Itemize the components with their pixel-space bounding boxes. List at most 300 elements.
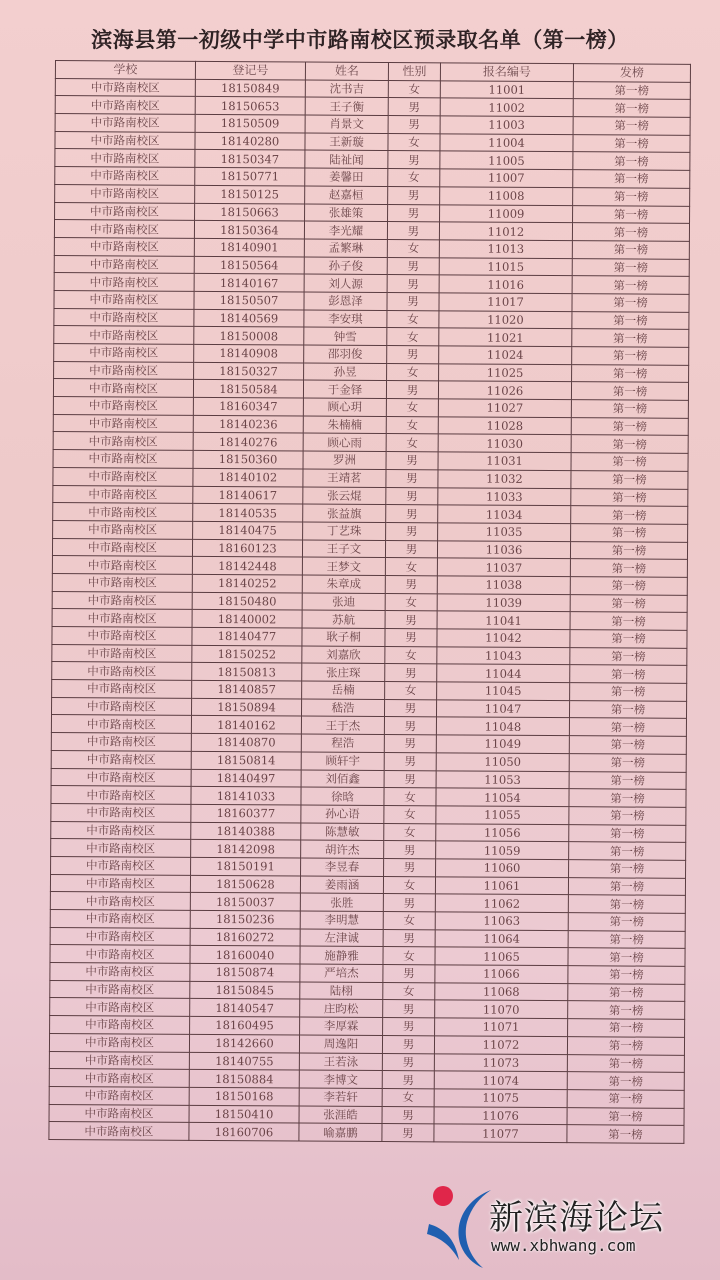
cell-school: 中市路南校区 bbox=[53, 414, 193, 433]
cell-name: 苏航 bbox=[302, 610, 385, 628]
cell-application-number: 11032 bbox=[438, 470, 571, 488]
cell-list-round: 第一榜 bbox=[567, 1107, 684, 1125]
cell-application-number: 11038 bbox=[437, 576, 570, 594]
cell-school: 中市路南校区 bbox=[54, 237, 194, 256]
cell-list-round: 第一榜 bbox=[568, 966, 685, 984]
cell-list-round: 第一榜 bbox=[569, 842, 686, 860]
cell-list-round: 第一榜 bbox=[570, 647, 687, 665]
cell-application-number: 11013 bbox=[439, 240, 572, 258]
cell-gender: 女 bbox=[386, 434, 438, 452]
cell-application-number: 11030 bbox=[438, 434, 571, 452]
cell-school: 中市路南校区 bbox=[53, 397, 193, 416]
cell-registration-number: 18140252 bbox=[192, 574, 302, 592]
watermark-logo bbox=[425, 1180, 715, 1270]
cell-name: 顾心雨 bbox=[303, 433, 386, 451]
cell-school: 中市路南校区 bbox=[51, 803, 191, 822]
cell-list-round: 第一榜 bbox=[569, 860, 686, 878]
cell-name: 张庄琛 bbox=[302, 663, 385, 681]
cell-name: 张雄策 bbox=[305, 204, 388, 222]
cell-gender: 女 bbox=[385, 646, 437, 664]
cell-school: 中市路南校区 bbox=[50, 874, 190, 893]
column-header-name: 姓名 bbox=[305, 62, 388, 80]
cell-school: 中市路南校区 bbox=[50, 909, 190, 928]
cell-registration-number: 18150509 bbox=[195, 114, 305, 132]
cell-list-round: 第一榜 bbox=[572, 329, 689, 347]
cell-application-number: 11037 bbox=[437, 558, 570, 576]
cell-school: 中市路南校区 bbox=[55, 78, 195, 97]
cell-application-number: 11066 bbox=[435, 965, 568, 983]
cell-application-number: 11034 bbox=[438, 505, 571, 523]
cell-school: 中市路南校区 bbox=[51, 750, 191, 769]
cell-name: 朱楠楠 bbox=[303, 416, 386, 434]
cell-gender: 女 bbox=[388, 169, 440, 187]
cell-gender: 女 bbox=[385, 682, 437, 700]
cell-registration-number: 18150894 bbox=[191, 698, 301, 716]
cell-gender: 男 bbox=[385, 611, 437, 629]
cell-name: 王梦文 bbox=[302, 557, 385, 575]
cell-list-round: 第一榜 bbox=[573, 81, 690, 99]
cell-list-round: 第一榜 bbox=[573, 205, 690, 223]
cell-school: 中市路南校区 bbox=[54, 343, 194, 362]
cell-list-round: 第一榜 bbox=[571, 524, 688, 542]
cell-registration-number: 18150564 bbox=[194, 256, 304, 274]
cell-name: 顾心玥 bbox=[303, 398, 386, 416]
cell-list-round: 第一榜 bbox=[569, 753, 686, 771]
cell-registration-number: 18160040 bbox=[190, 946, 300, 964]
cell-school: 中市路南校区 bbox=[51, 856, 191, 875]
cell-list-round: 第一榜 bbox=[568, 1019, 685, 1037]
cell-gender: 女 bbox=[384, 805, 436, 823]
cell-registration-number: 18140535 bbox=[193, 504, 303, 522]
cell-registration-number: 18150628 bbox=[190, 875, 300, 893]
cell-registration-number: 18160272 bbox=[190, 928, 300, 946]
cell-gender: 女 bbox=[388, 133, 440, 151]
cell-name: 王子衡 bbox=[305, 97, 388, 115]
cell-gender: 男 bbox=[388, 186, 440, 204]
cell-list-round: 第一榜 bbox=[567, 1125, 684, 1143]
cell-gender: 女 bbox=[387, 310, 439, 328]
cell-list-round: 第一榜 bbox=[570, 630, 687, 648]
cell-name: 李安琪 bbox=[304, 310, 387, 328]
cell-name: 张云焜 bbox=[303, 487, 386, 505]
cell-registration-number: 18150845 bbox=[190, 981, 300, 999]
cell-list-round: 第一榜 bbox=[570, 594, 687, 612]
cell-name: 钟雪 bbox=[304, 327, 387, 345]
cell-school: 中市路南校区 bbox=[50, 980, 190, 999]
cell-name: 李明慧 bbox=[300, 911, 383, 929]
cell-application-number: 11007 bbox=[440, 169, 573, 187]
cell-name: 彭恩泽 bbox=[304, 292, 387, 310]
cell-gender: 女 bbox=[386, 399, 438, 417]
cell-list-round: 第一榜 bbox=[573, 170, 690, 188]
cell-name: 李昱春 bbox=[301, 858, 384, 876]
cell-gender: 男 bbox=[388, 151, 440, 169]
cell-list-round: 第一榜 bbox=[571, 417, 688, 435]
cell-school: 中市路南校区 bbox=[50, 1016, 190, 1035]
cell-gender: 男 bbox=[383, 1000, 435, 1018]
cell-name: 李光耀 bbox=[304, 221, 387, 239]
cell-application-number: 11042 bbox=[437, 629, 570, 647]
cell-application-number: 11070 bbox=[435, 1000, 568, 1018]
cell-registration-number: 18160706 bbox=[189, 1123, 299, 1141]
cell-list-round: 第一榜 bbox=[573, 99, 690, 117]
cell-application-number: 11061 bbox=[435, 876, 568, 894]
cell-list-round: 第一榜 bbox=[568, 948, 685, 966]
cell-application-number: 11065 bbox=[435, 947, 568, 965]
cell-application-number: 11076 bbox=[434, 1106, 567, 1124]
cell-gender: 男 bbox=[388, 98, 440, 116]
cell-gender: 男 bbox=[387, 346, 439, 364]
cell-name: 沈书吉 bbox=[305, 80, 388, 98]
cell-name: 庄昀松 bbox=[300, 999, 383, 1017]
cell-gender: 女 bbox=[383, 947, 435, 965]
cell-school: 中市路南校区 bbox=[51, 733, 191, 752]
cell-school: 中市路南校区 bbox=[54, 326, 194, 345]
cell-application-number: 11008 bbox=[440, 187, 573, 205]
cell-gender: 男 bbox=[386, 487, 438, 505]
cell-registration-number: 18150347 bbox=[195, 150, 305, 168]
column-header-gender: 性别 bbox=[388, 63, 440, 81]
cell-gender: 男 bbox=[383, 929, 435, 947]
cell-name: 陈慧敏 bbox=[301, 823, 384, 841]
cell-registration-number: 18150236 bbox=[190, 910, 300, 928]
cell-registration-number: 18160377 bbox=[191, 804, 301, 822]
cell-list-round: 第一榜 bbox=[568, 983, 685, 1001]
cell-name: 张迪 bbox=[302, 593, 385, 611]
cell-list-round: 第一榜 bbox=[571, 470, 688, 488]
cell-school: 中市路南校区 bbox=[51, 768, 191, 787]
cell-list-round: 第一榜 bbox=[570, 541, 687, 559]
cell-application-number: 11012 bbox=[439, 222, 572, 240]
cell-application-number: 11039 bbox=[437, 593, 570, 611]
cell-school: 中市路南校区 bbox=[49, 1051, 189, 1070]
cell-application-number: 11075 bbox=[434, 1089, 567, 1107]
cell-gender: 女 bbox=[383, 876, 435, 894]
cell-registration-number: 18150410 bbox=[189, 1105, 299, 1123]
cell-name: 周逸阳 bbox=[299, 1035, 382, 1053]
cell-registration-number: 18150814 bbox=[191, 751, 301, 769]
cell-registration-number: 18140547 bbox=[190, 999, 300, 1017]
cell-application-number: 11073 bbox=[434, 1053, 567, 1071]
cell-name: 陆祉闻 bbox=[305, 150, 388, 168]
cell-application-number: 11043 bbox=[437, 647, 570, 665]
column-header-list-round: 发榜 bbox=[573, 64, 690, 82]
cell-school: 中市路南校区 bbox=[54, 290, 194, 309]
cell-name: 胡许杰 bbox=[301, 840, 384, 858]
cell-gender: 男 bbox=[385, 575, 437, 593]
cell-name: 耿子桐 bbox=[302, 628, 385, 646]
cell-gender: 男 bbox=[386, 522, 438, 540]
cell-gender: 女 bbox=[384, 788, 436, 806]
cell-application-number: 11004 bbox=[440, 134, 573, 152]
cell-name: 左津诚 bbox=[300, 929, 383, 947]
cell-school: 中市路南校区 bbox=[49, 1086, 189, 1105]
cell-list-round: 第一榜 bbox=[572, 311, 689, 329]
cell-school: 中市路南校区 bbox=[53, 503, 193, 522]
column-header-registration-number: 登记号 bbox=[195, 61, 305, 79]
cell-name: 王子文 bbox=[302, 540, 385, 558]
cell-name: 刘人源 bbox=[304, 274, 387, 292]
cell-school: 中市路南校区 bbox=[53, 432, 193, 451]
cell-list-round: 第一榜 bbox=[570, 665, 687, 683]
cell-gender: 男 bbox=[382, 1035, 434, 1053]
cell-application-number: 11048 bbox=[436, 717, 569, 735]
cell-school: 中市路南校区 bbox=[49, 1122, 189, 1141]
cell-gender: 女 bbox=[383, 982, 435, 1000]
cell-gender: 男 bbox=[382, 1053, 434, 1071]
cell-gender: 男 bbox=[388, 204, 440, 222]
cell-name: 张胜 bbox=[300, 893, 383, 911]
cell-school: 中市路南校区 bbox=[54, 220, 194, 239]
cell-list-round: 第一榜 bbox=[570, 683, 687, 701]
cell-list-round: 第一榜 bbox=[569, 824, 686, 842]
cell-registration-number: 18150327 bbox=[194, 362, 304, 380]
cell-list-round: 第一榜 bbox=[573, 152, 690, 170]
cell-list-round: 第一榜 bbox=[569, 718, 686, 736]
cell-list-round: 第一榜 bbox=[572, 276, 689, 294]
cell-name: 陆栩 bbox=[300, 982, 383, 1000]
cell-school: 中市路南校区 bbox=[55, 114, 195, 133]
cell-list-round: 第一榜 bbox=[573, 187, 690, 205]
cell-school: 中市路南校区 bbox=[52, 538, 192, 557]
cell-application-number: 11050 bbox=[436, 753, 569, 771]
cell-registration-number: 18150771 bbox=[195, 167, 305, 185]
cell-registration-number: 18150168 bbox=[189, 1087, 299, 1105]
cell-gender: 女 bbox=[387, 239, 439, 257]
cell-gender: 女 bbox=[387, 363, 439, 381]
cell-gender: 男 bbox=[382, 1071, 434, 1089]
cell-school: 中市路南校区 bbox=[49, 1033, 189, 1052]
cell-application-number: 11068 bbox=[435, 983, 568, 1001]
cell-list-round: 第一榜 bbox=[570, 559, 687, 577]
cell-school: 中市路南校区 bbox=[54, 308, 194, 327]
cell-school: 中市路南校区 bbox=[52, 644, 192, 663]
cell-application-number: 11021 bbox=[439, 328, 572, 346]
cell-registration-number: 18150037 bbox=[190, 893, 300, 911]
cell-gender: 男 bbox=[384, 735, 436, 753]
cell-application-number: 11026 bbox=[438, 381, 571, 399]
cell-school: 中市路南校区 bbox=[52, 591, 192, 610]
cell-gender: 男 bbox=[384, 841, 436, 859]
cell-school: 中市路南校区 bbox=[52, 662, 192, 681]
cell-registration-number: 18141033 bbox=[191, 787, 301, 805]
cell-name: 王新璇 bbox=[305, 133, 388, 151]
xbh-logo-icon bbox=[425, 1180, 495, 1270]
cell-list-round: 第一榜 bbox=[571, 506, 688, 524]
cell-list-round: 第一榜 bbox=[571, 488, 688, 506]
cell-application-number: 11027 bbox=[438, 399, 571, 417]
cell-registration-number: 18140162 bbox=[191, 716, 301, 734]
cell-application-number: 11062 bbox=[435, 894, 568, 912]
cell-registration-number: 18150584 bbox=[193, 380, 303, 398]
cell-list-round: 第一榜 bbox=[572, 347, 689, 365]
cell-school: 中市路南校区 bbox=[50, 892, 190, 911]
cell-application-number: 11059 bbox=[436, 841, 569, 859]
cell-name: 张益旗 bbox=[303, 504, 386, 522]
cell-name: 严培杰 bbox=[300, 964, 383, 982]
cell-list-round: 第一榜 bbox=[568, 895, 685, 913]
cell-name: 姜雨涵 bbox=[300, 876, 383, 894]
cell-registration-number: 18150360 bbox=[193, 450, 303, 468]
cell-school: 中市路南校区 bbox=[51, 786, 191, 805]
table-body bbox=[49, 78, 690, 1143]
cell-name: 刘佰鑫 bbox=[301, 770, 384, 788]
cell-school: 中市路南校区 bbox=[52, 556, 192, 575]
cell-gender: 男 bbox=[382, 1106, 434, 1124]
cell-gender: 男 bbox=[387, 275, 439, 293]
cell-registration-number: 18140901 bbox=[194, 238, 304, 256]
cell-name: 罗洲 bbox=[303, 451, 386, 469]
cell-application-number: 11049 bbox=[436, 735, 569, 753]
cell-list-round: 第一榜 bbox=[571, 453, 688, 471]
cell-registration-number: 18160495 bbox=[190, 1016, 300, 1034]
cell-list-round: 第一榜 bbox=[572, 364, 689, 382]
cell-list-round: 第一榜 bbox=[572, 258, 689, 276]
cell-gender: 男 bbox=[387, 257, 439, 275]
cell-list-round: 第一榜 bbox=[568, 877, 685, 895]
cell-application-number: 11017 bbox=[439, 293, 572, 311]
cell-registration-number: 18140102 bbox=[193, 468, 303, 486]
cell-registration-number: 18140388 bbox=[191, 822, 301, 840]
cell-application-number: 11074 bbox=[434, 1071, 567, 1089]
cell-application-number: 11047 bbox=[436, 700, 569, 718]
cell-name: 孟繁琳 bbox=[304, 239, 387, 257]
cell-name: 孙昱 bbox=[304, 363, 387, 381]
cell-name: 顾轩宇 bbox=[301, 752, 384, 770]
page-title: 滨海县第一初级中学中市路南校区预录取名单（第一榜） bbox=[91, 27, 629, 52]
cell-gender: 男 bbox=[384, 699, 436, 717]
cell-application-number: 11020 bbox=[439, 310, 572, 328]
cell-registration-number: 18140497 bbox=[191, 769, 301, 787]
cell-gender: 女 bbox=[387, 328, 439, 346]
cell-gender: 女 bbox=[386, 416, 438, 434]
cell-name: 岳楠 bbox=[302, 681, 385, 699]
cell-registration-number: 18150874 bbox=[190, 963, 300, 981]
cell-name: 刘嘉欣 bbox=[302, 646, 385, 664]
admission-roster-table bbox=[48, 60, 691, 1144]
cell-registration-number: 18140569 bbox=[194, 309, 304, 327]
cell-registration-number: 18150653 bbox=[195, 97, 305, 115]
cell-list-round: 第一榜 bbox=[568, 913, 685, 931]
cell-name: 孙心语 bbox=[301, 805, 384, 823]
cell-list-round: 第一榜 bbox=[573, 134, 690, 152]
cell-registration-number: 18150507 bbox=[194, 291, 304, 309]
cell-name: 李若轩 bbox=[299, 1088, 382, 1106]
cell-registration-number: 18140908 bbox=[194, 344, 304, 362]
cell-school: 中市路南校区 bbox=[50, 998, 190, 1017]
cell-school: 中市路南校区 bbox=[52, 680, 192, 699]
cell-application-number: 11063 bbox=[435, 912, 568, 930]
cell-application-number: 11044 bbox=[437, 664, 570, 682]
cell-name: 嵇浩 bbox=[301, 699, 384, 717]
column-header-school: 学校 bbox=[55, 61, 195, 80]
cell-application-number: 11024 bbox=[439, 346, 572, 364]
watermark-brand-text: 新滨海论坛 bbox=[489, 1198, 664, 1238]
cell-gender: 女 bbox=[385, 593, 437, 611]
cell-gender: 男 bbox=[385, 540, 437, 558]
cell-application-number: 11056 bbox=[436, 823, 569, 841]
cell-list-round: 第一榜 bbox=[570, 612, 687, 630]
cell-list-round: 第一榜 bbox=[572, 223, 689, 241]
cell-gender: 男 bbox=[384, 752, 436, 770]
cell-gender: 女 bbox=[383, 912, 435, 930]
cell-gender: 男 bbox=[388, 116, 440, 134]
cell-registration-number: 18140002 bbox=[192, 610, 302, 628]
cell-name: 李博文 bbox=[299, 1070, 382, 1088]
cell-name: 喻嘉鹏 bbox=[299, 1123, 382, 1141]
cell-school: 中市路南校区 bbox=[54, 361, 194, 380]
cell-application-number: 11035 bbox=[438, 523, 571, 541]
cell-gender: 男 bbox=[384, 858, 436, 876]
cell-registration-number: 18140276 bbox=[193, 433, 303, 451]
cell-list-round: 第一榜 bbox=[568, 1001, 685, 1019]
cell-name: 朱章成 bbox=[302, 575, 385, 593]
cell-gender: 男 bbox=[383, 1018, 435, 1036]
cell-list-round: 第一榜 bbox=[567, 1054, 684, 1072]
cell-registration-number: 18160123 bbox=[192, 539, 302, 557]
cell-school: 中市路南校区 bbox=[51, 697, 191, 716]
cell-school: 中市路南校区 bbox=[52, 573, 192, 592]
cell-registration-number: 18140755 bbox=[189, 1052, 299, 1070]
cell-registration-number: 18142098 bbox=[191, 840, 301, 858]
cell-school: 中市路南校区 bbox=[51, 839, 191, 858]
cell-registration-number: 18150813 bbox=[192, 663, 302, 681]
cell-gender: 男 bbox=[384, 717, 436, 735]
cell-registration-number: 18142660 bbox=[189, 1034, 299, 1052]
cell-application-number: 11055 bbox=[436, 806, 569, 824]
cell-name: 王于杰 bbox=[301, 716, 384, 734]
cell-application-number: 11002 bbox=[440, 98, 573, 116]
cell-list-round: 第一榜 bbox=[569, 736, 686, 754]
cell-gender: 男 bbox=[385, 629, 437, 647]
cell-school: 中市路南校区 bbox=[52, 609, 192, 628]
cell-application-number: 11060 bbox=[436, 859, 569, 877]
cell-registration-number: 18150663 bbox=[195, 203, 305, 221]
cell-name: 邵羽俊 bbox=[304, 345, 387, 363]
cell-gender: 男 bbox=[384, 770, 436, 788]
cell-list-round: 第一榜 bbox=[569, 771, 686, 789]
cell-school: 中市路南校区 bbox=[54, 273, 194, 292]
cell-application-number: 11015 bbox=[439, 257, 572, 275]
cell-registration-number: 18140857 bbox=[192, 680, 302, 698]
cell-gender: 女 bbox=[388, 80, 440, 98]
cell-application-number: 11064 bbox=[435, 930, 568, 948]
cell-application-number: 11041 bbox=[437, 611, 570, 629]
cell-application-number: 11005 bbox=[440, 151, 573, 169]
cell-gender: 男 bbox=[387, 292, 439, 310]
cell-school: 中市路南校区 bbox=[51, 715, 191, 734]
cell-name: 程浩 bbox=[301, 734, 384, 752]
cell-list-round: 第一榜 bbox=[569, 700, 686, 718]
cell-list-round: 第一榜 bbox=[571, 400, 688, 418]
cell-application-number: 11001 bbox=[440, 81, 573, 99]
cell-gender: 男 bbox=[387, 222, 439, 240]
cell-school: 中市路南校区 bbox=[50, 927, 190, 946]
cell-gender: 男 bbox=[385, 664, 437, 682]
cell-school: 中市路南校区 bbox=[55, 149, 195, 168]
cell-school: 中市路南校区 bbox=[53, 520, 193, 539]
table-row bbox=[49, 1122, 684, 1144]
cell-school: 中市路南校区 bbox=[55, 96, 195, 115]
cell-name: 丁艺珠 bbox=[303, 522, 386, 540]
cell-gender: 男 bbox=[386, 452, 438, 470]
cell-list-round: 第一榜 bbox=[569, 789, 686, 807]
cell-school: 中市路南校区 bbox=[55, 167, 195, 186]
cell-application-number: 11031 bbox=[438, 452, 571, 470]
cell-application-number: 11071 bbox=[435, 1018, 568, 1036]
cell-name: 李厚霖 bbox=[300, 1017, 383, 1035]
cell-list-round: 第一榜 bbox=[569, 807, 686, 825]
